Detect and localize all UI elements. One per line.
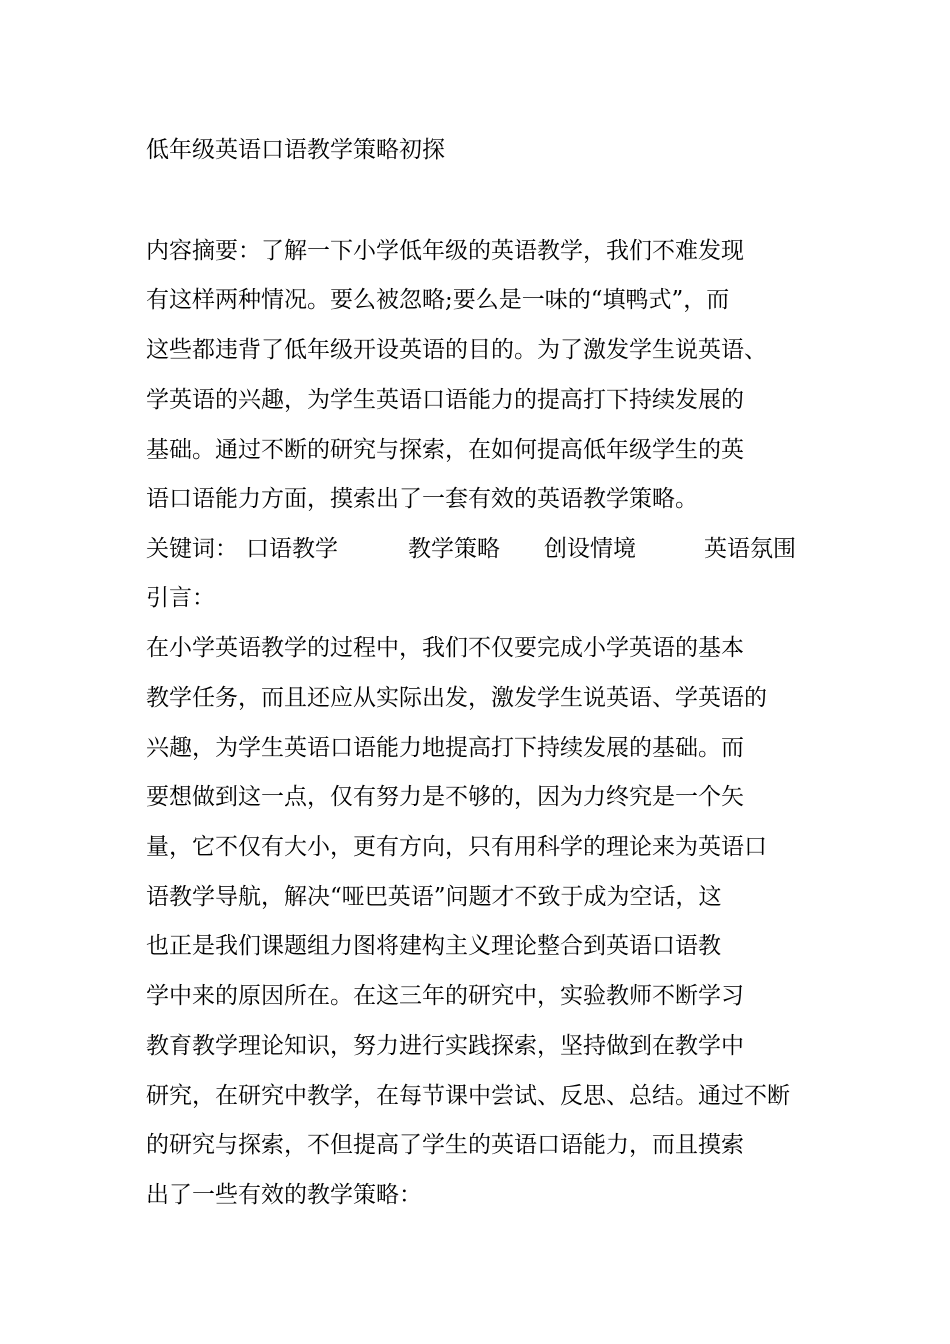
keyword-item: 教学策略: [408, 536, 500, 562]
abstract-line: 语口语能力方面，摸索出了一套有效的英语教学策略。: [146, 486, 698, 512]
body-line: 出了一些有效的教学策略：: [146, 1182, 422, 1208]
abstract-line: 内容摘要：了解一下小学低年级的英语教学，我们不难发现: [146, 238, 744, 264]
keyword-item: 英语氛围: [704, 536, 796, 562]
document-title: 低年级英语口语教学策略初探: [146, 137, 445, 163]
body-line: 研究，在研究中教学，在每节课中尝试、反思、总结。通过不断: [146, 1083, 790, 1109]
body-line: 量，它不仅有大小，更有方向，只有用科学的理论来为英语口: [146, 834, 767, 860]
body-line: 的研究与探索，不但提高了学生的英语口语能力，而且摸索: [146, 1132, 744, 1158]
body-line: 语教学导航，解决“哑巴英语”问题才不致于成为空话，这: [146, 884, 722, 910]
keywords-label: 关键词：: [146, 536, 238, 562]
intro-heading: 引言：: [146, 585, 215, 611]
keyword-item: 口语教学: [246, 536, 338, 562]
body-line: 学中来的原因所在。在这三年的研究中，实验教师不断学习: [146, 983, 744, 1009]
body-line: 教学任务，而且还应从实际出发，激发学生说英语、学英语的: [146, 685, 767, 711]
body-line: 兴趣，为学生英语口语能力地提高打下持续发展的基础。而: [146, 735, 744, 761]
body-line: 也正是我们课题组力图将建构主义理论整合到英语口语教: [146, 933, 721, 959]
body-line: 要想做到这一点，仅有努力是不够的，因为力终究是一个矢: [146, 784, 744, 810]
body-line: 在小学英语教学的过程中，我们不仅要完成小学英语的基本: [146, 635, 744, 661]
abstract-line: 基础。通过不断的研究与探索，在如何提高低年级学生的英: [146, 437, 744, 463]
keyword-item: 创设情境: [544, 536, 636, 562]
body-line: 教育教学理论知识，努力进行实践探索，坚持做到在教学中: [146, 1033, 744, 1059]
abstract-line: 这些都违背了低年级开设英语的目的。为了激发学生说英语、: [146, 337, 767, 363]
abstract-line: 学英语的兴趣，为学生英语口语能力的提高打下持续发展的: [146, 387, 744, 413]
abstract-line: 有这样两种情况。要么被忽略;要么是一味的“填鸭式”，而: [146, 287, 730, 313]
